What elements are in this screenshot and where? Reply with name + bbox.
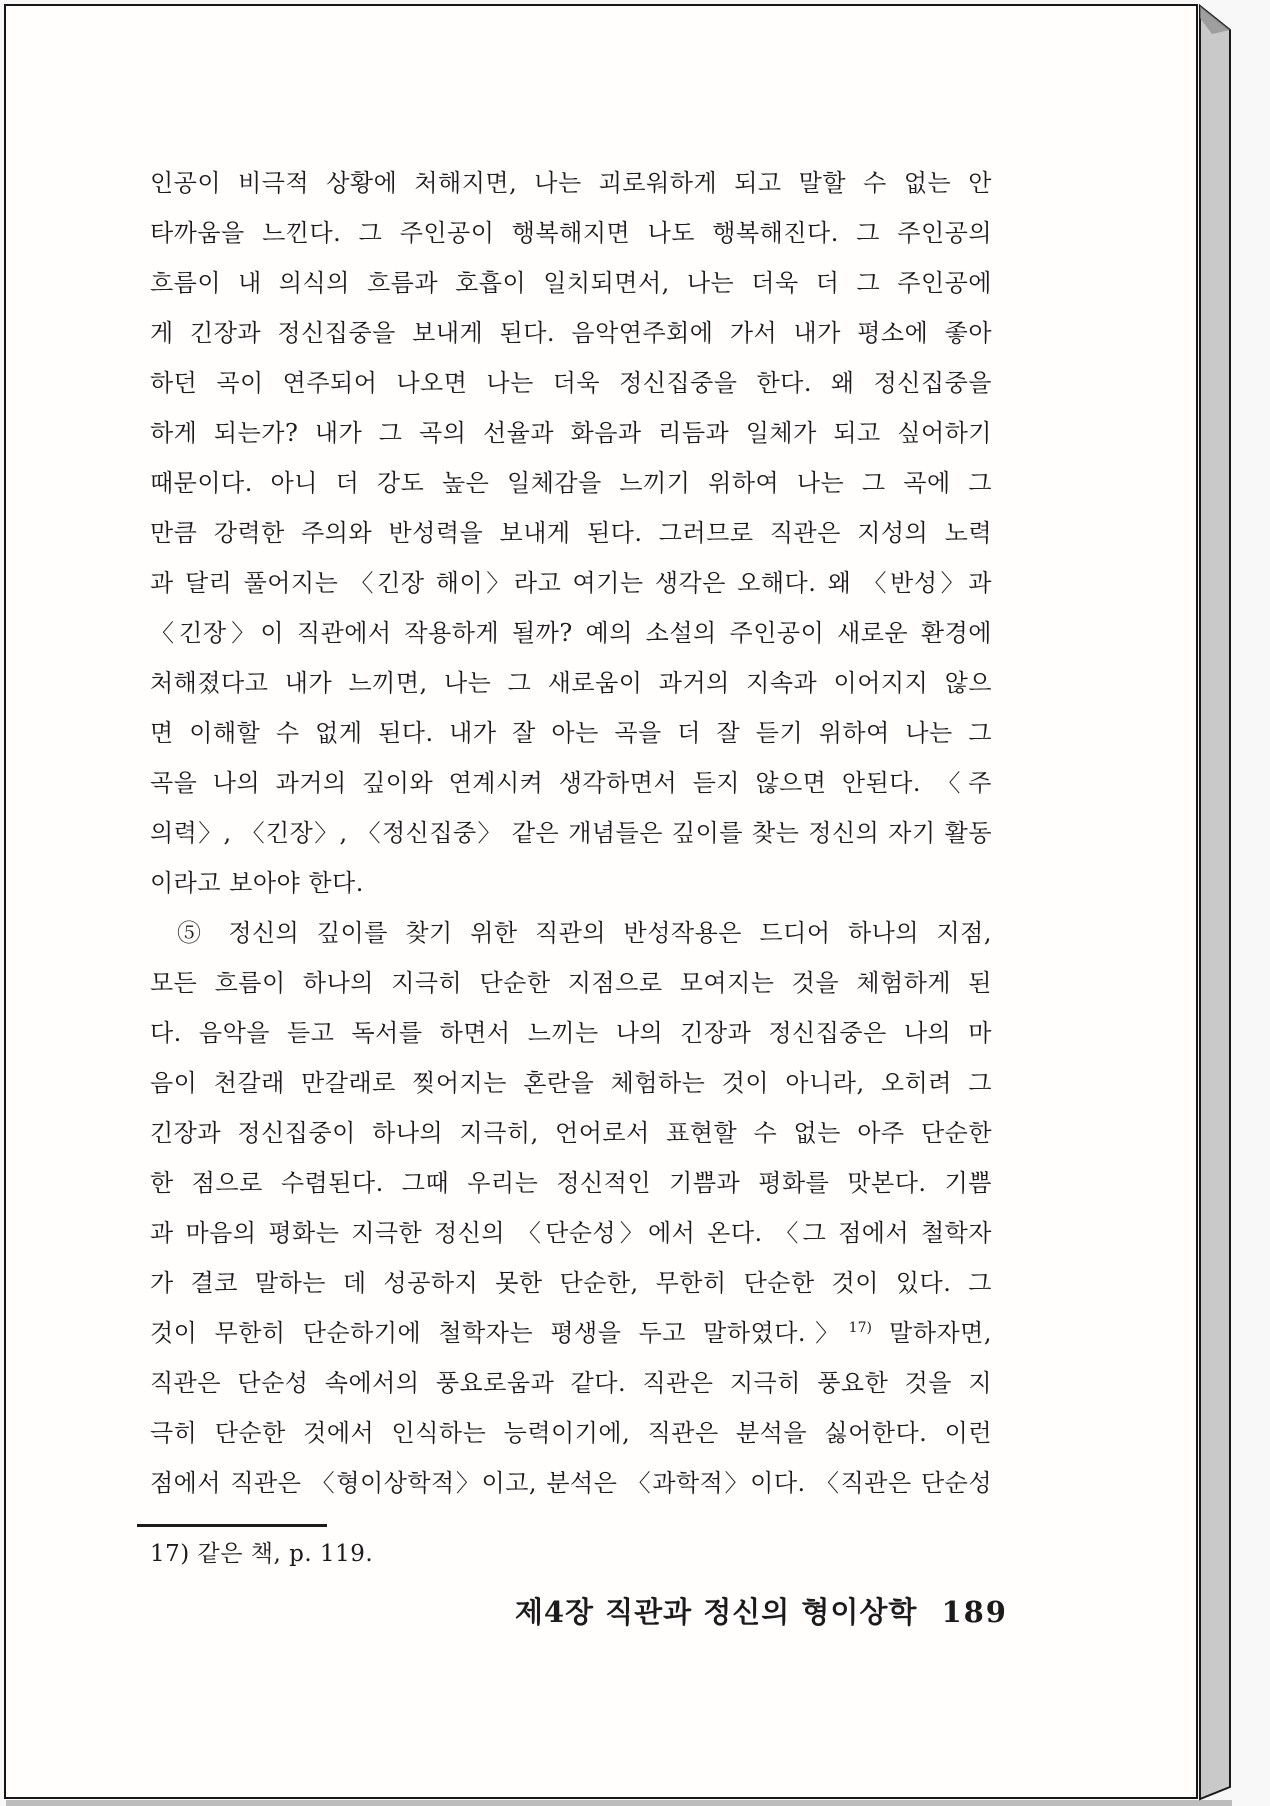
book-page [4, 4, 1198, 1799]
text-line: 만큼 강력한 주의와 반성력을 보내게 된다. 그러므로 직관은 지성의 노력 [150, 519, 992, 547]
text-line: 곡을 나의 과거의 깊이와 연계시켜 생각하면서 듣지 않으면 안된다. 〈주 [150, 769, 992, 797]
text-line: 직관은 단순성 속에서의 풍요로움과 같다. 직관은 지극히 풍요한 것을 지 [150, 1369, 992, 1397]
text-line: 이라고 보아야 한다. [150, 869, 364, 897]
running-title: 제4장 직관과 정신의 형이상학 [514, 1595, 918, 1629]
text-line: 하던 곡이 연주되어 나오면 나는 더욱 정신집중을 한다. 왜 정신집중을 [150, 369, 992, 397]
footnote-ref: 17) [848, 1320, 872, 1336]
text-line: 점에서 직관은 〈형이상학적〉이고, 분석은 〈과학적〉이다. 〈직관은 단순성 [150, 1469, 992, 1497]
page-number: 189 [941, 1595, 1008, 1629]
text-segment: 것이 무한히 단순하기에 철학자는 평생을 두고 말하였다.〉 [150, 1319, 849, 1347]
text-line: 흐름이 내 의식의 흐름과 호흡이 일치되면서, 나는 더욱 더 그 주인공에 [150, 269, 992, 297]
text-line: 하게 되는가? 내가 그 곡의 선율과 화음과 리듬과 일체가 되고 싶어하기 [150, 419, 992, 447]
footnote-divider [137, 1524, 327, 1527]
text-line: 과 마음의 평화는 지극한 정신의 〈단순성〉에서 온다. 〈그 점에서 철학자 [150, 1219, 992, 1247]
text-line: 다. 음악을 듣고 독서를 하면서 느끼는 나의 긴장과 정신집중은 나의 마 [150, 1019, 992, 1047]
text-segment: 말하자면, [871, 1319, 992, 1347]
text-line: 〈긴장〉이 직관에서 작용하게 될까? 예의 소설의 주인공이 새로운 환경에 [150, 619, 992, 647]
right-edge-strip [1200, 6, 1230, 1799]
text-line: 긴장과 정신집중이 하나의 지극히, 언어로서 표현할 수 없는 아주 단순한 [150, 1119, 992, 1147]
text-line: ⑤ 정신의 깊이를 찾기 위한 직관의 반성작용은 드디어 하나의 지점, [177, 919, 992, 947]
text-line: 의력〉, 〈긴장〉, 〈정신집중〉 같은 개념들은 깊이를 찾는 정신의 자기 활동 [150, 819, 992, 847]
page-footer [150, 1592, 1008, 1632]
text-line: 한 점으로 수렴된다. 그때 우리는 정신적인 기쁨과 평화를 맛본다. 기쁨 [150, 1169, 992, 1197]
footnote: 17) 같은 책, p. 119. [150, 1541, 374, 1567]
body-text [150, 158, 992, 1508]
text-line: 타까움을 느낀다. 그 주인공이 행복해지면 나도 행복해진다. 그 주인공의 [150, 219, 992, 247]
text-line: 면 이해할 수 없게 된다. 내가 잘 아는 곡을 더 잘 듣기 위하여 나는 그 [150, 719, 992, 747]
text-line: 음이 천갈래 만갈래로 찢어지는 혼란을 체험하는 것이 아니라, 오히려 그 [150, 1069, 992, 1097]
text-line: 과 달리 풀어지는 〈긴장 해이〉라고 여기는 생각은 오해다. 왜 〈반성〉과 [150, 569, 992, 597]
bottom-edge-strip [6, 1800, 1232, 1806]
text-line: 극히 단순한 것에서 인식하는 능력이기에, 직관은 분석을 싫어한다. 이런 [150, 1419, 992, 1447]
text-line [150, 1308, 992, 1358]
text-line: 모든 흐름이 하나의 지극히 단순한 지점으로 모여지는 것을 체험하게 된 [150, 969, 992, 997]
text-line: 처해졌다고 내가 느끼면, 나는 그 새로움이 과거의 지속과 이어지지 않으 [150, 669, 992, 697]
text-line: 때문이다. 아니 더 강도 높은 일체감을 느끼기 위하여 나는 그 곡에 그 [150, 469, 992, 497]
corner-shadow [1200, 6, 1230, 34]
text-line: 인공이 비극적 상황에 처해지면, 나는 괴로워하게 되고 말할 수 없는 안 [150, 169, 992, 197]
text-line: 게 긴장과 정신집중을 보내게 된다. 음악연주회에 가서 내가 평소에 좋아 [150, 319, 992, 347]
text-line: 가 결코 말하는 데 성공하지 못한 단순한, 무한히 단순한 것이 있다. 그 [150, 1269, 992, 1297]
